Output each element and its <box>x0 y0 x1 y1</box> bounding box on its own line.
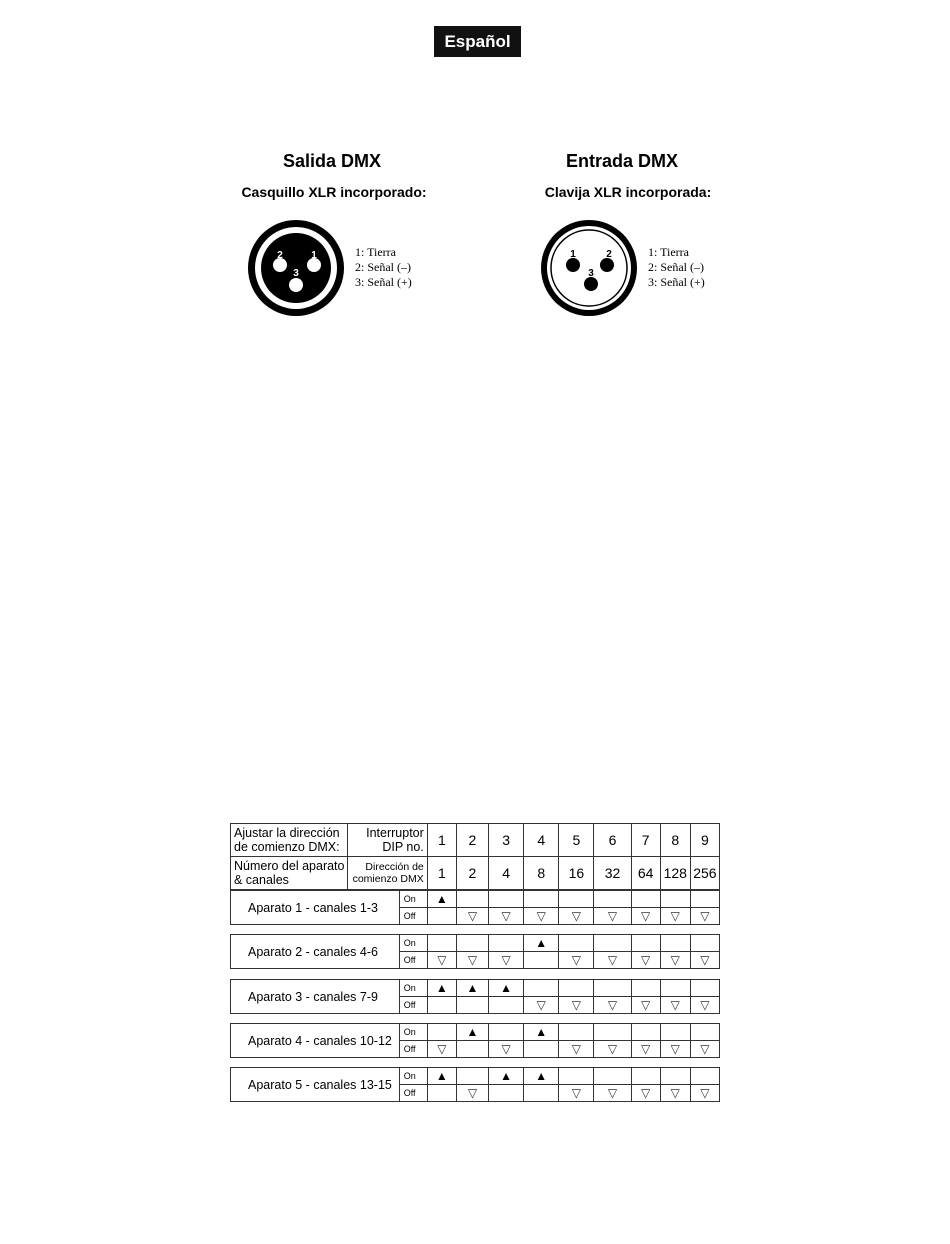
off-label: Off <box>399 1085 427 1102</box>
switch-off-icon: ▽ <box>631 908 660 925</box>
switch-on-icon: ▲ <box>427 1068 456 1085</box>
empty-cell <box>427 997 456 1014</box>
device-group-3 <box>230 979 720 1014</box>
switch-off-icon: ▽ <box>489 952 524 969</box>
address-value: 64 <box>631 857 660 890</box>
empty-cell <box>690 980 719 997</box>
switch-off-icon: ▽ <box>660 1085 690 1102</box>
xlr-male-icon <box>539 218 639 318</box>
switch-off-icon: ▽ <box>690 997 719 1014</box>
device-name: Aparato 2 - canales 4-6 <box>231 935 400 969</box>
header-device-label: Número del aparato & canales <box>231 857 348 890</box>
xlr-female-icon <box>246 218 346 318</box>
output-title: Salida DMX <box>282 151 382 171</box>
dip-number: 1 <box>427 824 456 857</box>
device-name: Aparato 5 - canales 13-15 <box>231 1068 400 1102</box>
empty-cell <box>559 891 594 908</box>
device-name: Aparato 3 - canales 7-9 <box>231 980 400 1014</box>
switch-on-icon: ▲ <box>427 980 456 997</box>
empty-cell <box>456 1068 488 1085</box>
output-pin-label-3: 3 <box>293 268 299 279</box>
empty-cell <box>631 980 660 997</box>
output-pin-label-1: 1 <box>311 250 317 261</box>
switch-off-icon: ▽ <box>660 997 690 1014</box>
switch-off-icon: ▽ <box>660 952 690 969</box>
switch-off-icon: ▽ <box>594 1041 631 1058</box>
dip-number: 2 <box>456 824 488 857</box>
empty-cell <box>631 1068 660 1085</box>
switch-off-icon: ▽ <box>660 1041 690 1058</box>
output-pin-list <box>355 245 412 290</box>
empty-cell <box>489 935 524 952</box>
empty-cell <box>660 891 690 908</box>
device-name: Aparato 1 - canales 1-3 <box>231 891 400 925</box>
empty-cell <box>690 891 719 908</box>
off-label: Off <box>399 997 427 1014</box>
empty-cell <box>559 1024 594 1041</box>
switch-off-icon: ▽ <box>631 997 660 1014</box>
switch-on-icon: ▲ <box>456 1024 488 1041</box>
input-pin-label-3: 3 <box>588 268 594 279</box>
input-pin-label-2: 2 <box>606 249 612 260</box>
empty-cell <box>456 997 488 1014</box>
address-value: 256 <box>690 857 719 890</box>
switch-on-icon: ▲ <box>524 935 559 952</box>
off-label: Off <box>399 952 427 969</box>
empty-cell <box>427 935 456 952</box>
on-label: On <box>399 935 427 952</box>
output-pin-2: 2: Señal (–) <box>355 260 411 274</box>
off-label: Off <box>399 1041 427 1058</box>
switch-off-icon: ▽ <box>559 908 594 925</box>
empty-cell <box>489 1024 524 1041</box>
empty-cell <box>594 1024 631 1041</box>
output-subtitle: Casquillo XLR incorporado: <box>241 184 427 200</box>
input-pin-list <box>648 245 705 290</box>
dip-number: 9 <box>690 824 719 857</box>
switch-off-icon: ▽ <box>559 952 594 969</box>
dip-number: 7 <box>631 824 660 857</box>
empty-cell <box>524 980 559 997</box>
switch-off-icon: ▽ <box>489 1041 524 1058</box>
header-dip-label: Interruptor DIP no. <box>348 824 427 857</box>
switch-on-icon: ▲ <box>427 891 456 908</box>
switch-on-icon: ▲ <box>524 1068 559 1085</box>
dip-number: 4 <box>524 824 559 857</box>
input-subtitle: Clavija XLR incorporada: <box>544 184 712 200</box>
empty-cell <box>594 935 631 952</box>
header-address-label: Dirección de comienzo DMX <box>348 857 427 890</box>
switch-off-icon: ▽ <box>427 952 456 969</box>
empty-cell <box>524 1041 559 1058</box>
address-value: 1 <box>427 857 456 890</box>
switch-off-icon: ▽ <box>690 1085 719 1102</box>
empty-cell <box>631 891 660 908</box>
address-value: 16 <box>559 857 594 890</box>
empty-cell <box>489 891 524 908</box>
empty-cell <box>594 891 631 908</box>
output-pin-3: 3: Señal (+) <box>355 275 412 289</box>
empty-cell <box>456 891 488 908</box>
switch-off-icon: ▽ <box>690 1041 719 1058</box>
empty-cell <box>559 980 594 997</box>
switch-off-icon: ▽ <box>594 1085 631 1102</box>
output-pin-1: 1: Tierra <box>355 245 397 259</box>
empty-cell <box>456 935 488 952</box>
dip-number: 5 <box>559 824 594 857</box>
dip-header-table <box>230 823 720 890</box>
empty-cell <box>690 1024 719 1041</box>
empty-cell <box>690 935 719 952</box>
switch-on-icon: ▲ <box>524 1024 559 1041</box>
dip-number: 8 <box>660 824 690 857</box>
address-value: 4 <box>489 857 524 890</box>
input-pin-1: 1: Tierra <box>648 245 690 259</box>
off-label: Off <box>399 908 427 925</box>
switch-on-icon: ▲ <box>489 1068 524 1085</box>
switch-on-icon: ▲ <box>456 980 488 997</box>
empty-cell <box>660 980 690 997</box>
switch-off-icon: ▽ <box>594 997 631 1014</box>
empty-cell <box>489 997 524 1014</box>
address-value: 128 <box>660 857 690 890</box>
switch-off-icon: ▽ <box>594 908 631 925</box>
switch-off-icon: ▽ <box>594 952 631 969</box>
switch-off-icon: ▽ <box>456 952 488 969</box>
empty-cell <box>660 1024 690 1041</box>
device-group-2 <box>230 934 720 969</box>
switch-off-icon: ▽ <box>524 908 559 925</box>
device-group-5 <box>230 1067 720 1102</box>
switch-off-icon: ▽ <box>559 1085 594 1102</box>
empty-cell <box>660 935 690 952</box>
switch-off-icon: ▽ <box>631 952 660 969</box>
empty-cell <box>631 1024 660 1041</box>
empty-cell <box>427 1024 456 1041</box>
empty-cell <box>489 1085 524 1102</box>
switch-off-icon: ▽ <box>456 1085 488 1102</box>
empty-cell <box>456 1041 488 1058</box>
empty-cell <box>631 935 660 952</box>
empty-cell <box>559 1068 594 1085</box>
switch-off-icon: ▽ <box>456 908 488 925</box>
empty-cell <box>559 935 594 952</box>
switch-on-icon: ▲ <box>489 980 524 997</box>
switch-off-icon: ▽ <box>559 997 594 1014</box>
on-label: On <box>399 891 427 908</box>
switch-off-icon: ▽ <box>690 952 719 969</box>
switch-off-icon: ▽ <box>489 908 524 925</box>
empty-cell <box>690 1068 719 1085</box>
switch-off-icon: ▽ <box>559 1041 594 1058</box>
empty-cell <box>524 1085 559 1102</box>
input-pin-3: 3: Señal (+) <box>648 275 705 289</box>
input-pin-label-1: 1 <box>570 249 576 260</box>
switch-off-icon: ▽ <box>690 908 719 925</box>
switch-off-icon: ▽ <box>524 997 559 1014</box>
on-label: On <box>399 980 427 997</box>
address-value: 32 <box>594 857 631 890</box>
dip-number: 6 <box>594 824 631 857</box>
switch-off-icon: ▽ <box>660 908 690 925</box>
input-pin-2: 2: Señal (–) <box>648 260 704 274</box>
empty-cell <box>524 891 559 908</box>
empty-cell <box>427 1085 456 1102</box>
device-group-4 <box>230 1023 720 1058</box>
language-badge: Español <box>434 26 521 57</box>
device-name: Aparato 4 - canales 10-12 <box>231 1024 400 1058</box>
output-pin-label-2: 2 <box>277 250 283 261</box>
dip-number: 3 <box>489 824 524 857</box>
input-title: Entrada DMX <box>565 151 679 171</box>
address-value: 2 <box>456 857 488 890</box>
address-value: 8 <box>524 857 559 890</box>
on-label: On <box>399 1024 427 1041</box>
switch-off-icon: ▽ <box>631 1041 660 1058</box>
empty-cell <box>427 908 456 925</box>
empty-cell <box>594 1068 631 1085</box>
empty-cell <box>594 980 631 997</box>
device-group-1 <box>230 890 720 925</box>
switch-off-icon: ▽ <box>631 1085 660 1102</box>
switch-off-icon: ▽ <box>427 1041 456 1058</box>
header-start-address-label: Ajustar la dirección de comienzo DMX: <box>231 824 348 857</box>
empty-cell <box>524 952 559 969</box>
empty-cell <box>660 1068 690 1085</box>
on-label: On <box>399 1068 427 1085</box>
